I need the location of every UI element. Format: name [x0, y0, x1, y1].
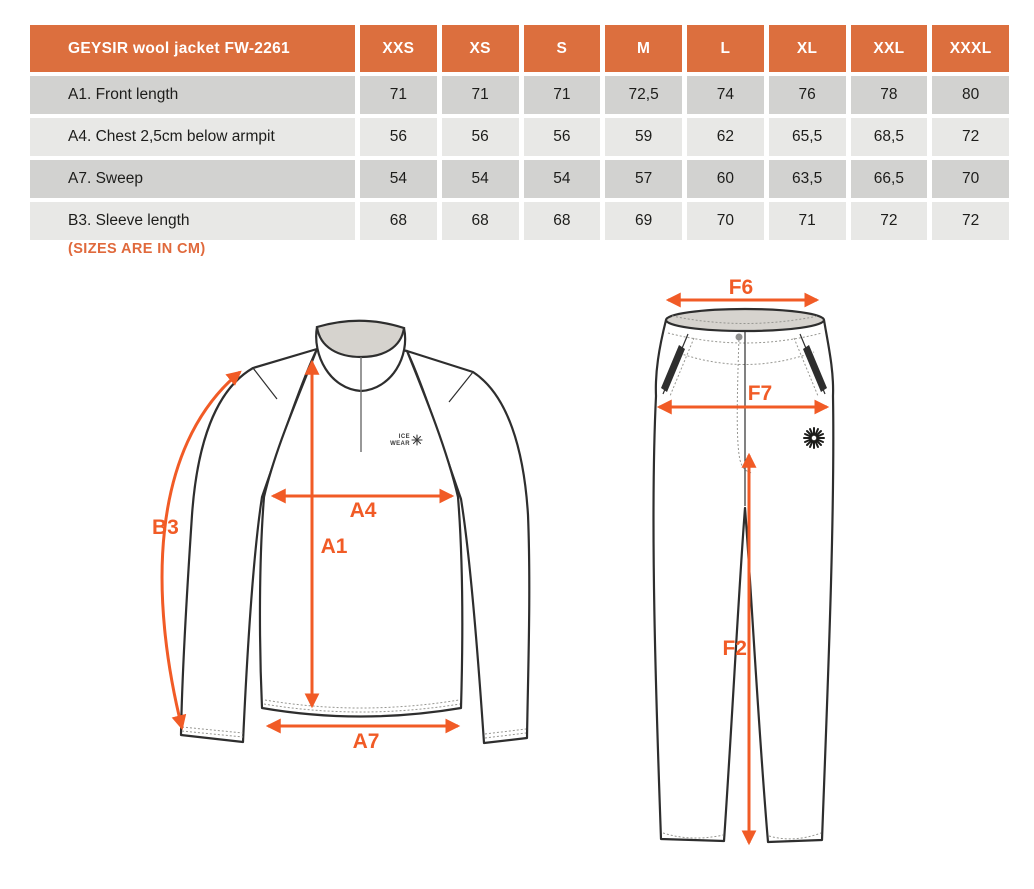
- value-cell: 76: [769, 76, 846, 114]
- value-cell: 56: [524, 118, 601, 156]
- units-note: (SIZES ARE IN CM): [68, 241, 206, 257]
- value-cell: 68: [524, 202, 601, 240]
- pants-diagram: [653, 276, 833, 843]
- value-cell: 80: [932, 76, 1009, 114]
- svg-text:ICE: ICE: [398, 434, 410, 440]
- row-label: A4. Chest 2,5cm below armpit: [30, 118, 355, 156]
- f7-label: F7: [747, 382, 773, 405]
- value-cell: 72: [932, 202, 1009, 240]
- row-label: A1. Front length: [30, 76, 355, 114]
- size-header-xl: XL: [769, 25, 846, 72]
- value-cell: 71: [442, 76, 519, 114]
- value-cell: 57: [605, 160, 682, 198]
- value-cell: 54: [442, 160, 519, 198]
- a7-label: A7: [352, 730, 380, 753]
- value-cell: 71: [769, 202, 846, 240]
- size-header-xxs: XXS: [360, 25, 437, 72]
- jacket-diagram: [152, 321, 529, 753]
- value-cell: 59: [605, 118, 682, 156]
- value-cell: 70: [932, 160, 1009, 198]
- value-cell: 72: [932, 118, 1009, 156]
- value-cell: 70: [687, 202, 764, 240]
- pants-waistband: [666, 309, 824, 331]
- a4-label: A4: [349, 499, 377, 522]
- pants-outline: [653, 320, 833, 842]
- value-cell: 72,5: [605, 76, 682, 114]
- value-cell: 68: [360, 202, 437, 240]
- size-header-s: S: [524, 25, 601, 72]
- table-title: GEYSIR wool jacket FW-2261: [30, 25, 355, 72]
- size-header-xs: XS: [442, 25, 519, 72]
- value-cell: 68: [442, 202, 519, 240]
- size-header-xxxl: XXXL: [932, 25, 1009, 72]
- f2-label: F2: [722, 637, 747, 660]
- size-header-xxl: XXL: [851, 25, 928, 72]
- value-cell: 56: [360, 118, 437, 156]
- garment-diagrams: [0, 270, 1034, 889]
- row-label: B3. Sleeve length: [30, 202, 355, 240]
- value-cell: 60: [687, 160, 764, 198]
- value-cell: 56: [442, 118, 519, 156]
- value-cell: 72: [851, 202, 928, 240]
- size-header-l: L: [687, 25, 764, 72]
- size-header-m: M: [605, 25, 682, 72]
- value-cell: 66,5: [851, 160, 928, 198]
- value-cell: 54: [360, 160, 437, 198]
- svg-text:WEAR: WEAR: [390, 441, 410, 447]
- value-cell: 62: [687, 118, 764, 156]
- value-cell: 68,5: [851, 118, 928, 156]
- value-cell: 63,5: [769, 160, 846, 198]
- value-cell: 69: [605, 202, 682, 240]
- value-cell: 74: [687, 76, 764, 114]
- value-cell: 71: [524, 76, 601, 114]
- size-table: [30, 25, 1009, 240]
- f6-label: F6: [728, 276, 754, 299]
- b3-label: B3: [152, 516, 179, 539]
- value-cell: 71: [360, 76, 437, 114]
- value-cell: 65,5: [769, 118, 846, 156]
- value-cell: 78: [851, 76, 928, 114]
- value-cell: 54: [524, 160, 601, 198]
- a1-label: A1: [320, 535, 348, 558]
- logo-snowflake-icon: [412, 435, 422, 445]
- row-label: A7. Sweep: [30, 160, 355, 198]
